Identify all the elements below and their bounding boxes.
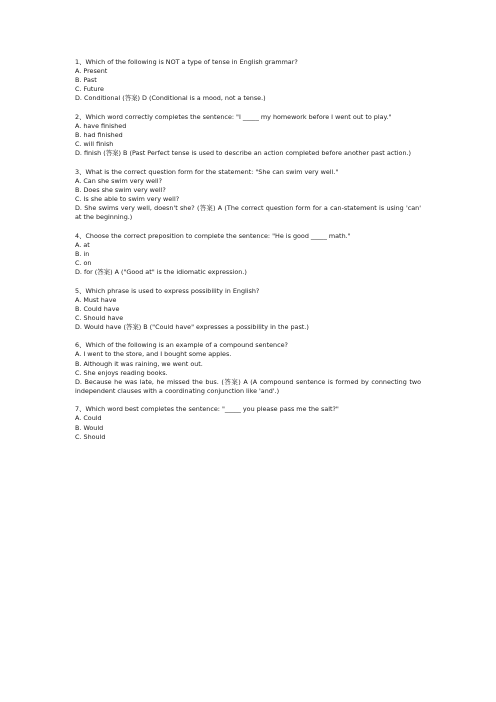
answer-option: B. Would: [75, 423, 104, 432]
question-stem: 4、Choose the correct preposition to complete the sentence: "He is good _____ math.": [75, 231, 351, 240]
question-item: [75, 168, 421, 223]
answer-option: C. She enjoys reading books.: [75, 368, 168, 377]
question-item: [75, 113, 421, 158]
answer-option: A. Can she swim very well?: [75, 176, 162, 185]
answer-option: B. Could have: [75, 304, 120, 313]
answer-option: C. on: [75, 258, 92, 267]
answer-option: D. Conditional (答案) D (Conditional is a mood, not a tense.): [75, 94, 266, 103]
question-item: [75, 405, 421, 441]
answer-option: A. have finished: [75, 121, 127, 130]
answer-option: C. Should have: [75, 313, 124, 322]
answer-option: C. Future: [75, 85, 104, 94]
question-item: [75, 232, 421, 277]
question-item: [75, 58, 421, 103]
answer-option: D. for (答案) A ("Good at" is the idiomatic expression.): [75, 268, 247, 277]
answer-option: B. had finished: [75, 131, 123, 140]
answer-option: B. Does she swim very well?: [75, 185, 166, 194]
answer-option: A. Must have: [75, 295, 117, 304]
answer-option: D. Would have (答案) B ("Could have" expresses a possibility in the past.): [75, 322, 309, 331]
answer-option: B. in: [75, 249, 90, 258]
answer-option: A. I went to the store, and I bought some apples.: [75, 350, 232, 359]
question-list: [75, 58, 421, 442]
question-stem: 3、What is the correct question form for the statement: "She can swim very well.": [75, 167, 339, 176]
answer-option: A. at: [75, 240, 90, 249]
answer-option: C. Is she able to swim very well?: [75, 195, 180, 203]
question-stem: 5、Which phrase is used to express possibility in English?: [75, 286, 260, 295]
question-stem: 7、Which word best completes the sentence: "_____ you please pass me the salt?": [75, 405, 339, 414]
question-item: [75, 287, 421, 332]
question-stem: 6、Which of the following is an example of a compound sentence?: [75, 341, 288, 350]
answer-option: A. Could: [75, 414, 102, 423]
answer-option: B. Past: [75, 76, 97, 85]
answer-option: D. finish (答案) B (Past Perfect tense is used to describe an action completed before another past action.): [75, 149, 412, 158]
question-stem: 2、Which word correctly completes the sentence: "I _____ my homework before I went out to play.": [75, 112, 392, 121]
answer-option: B. Although it was raining, we went out.: [75, 359, 203, 368]
question-item: [75, 341, 421, 396]
answer-option: A. Present: [75, 67, 108, 76]
question-stem: 1、Which of the following is NOT a type of tense in English grammar?: [75, 58, 298, 66]
answer-option: C. will finish: [75, 140, 114, 149]
answer-option: D. She swims very well, doesn't she? (答案) A (The correct question form for a can-statement is using 'can' at the beginning.): [75, 204, 421, 222]
answer-option: C. Should: [75, 432, 106, 441]
answer-option: D. Because he was late, he missed the bus. (答案) A (A compound sentence is formed by connecting two independent clauses with a coordinating conjunction like 'and'.): [75, 377, 421, 395]
